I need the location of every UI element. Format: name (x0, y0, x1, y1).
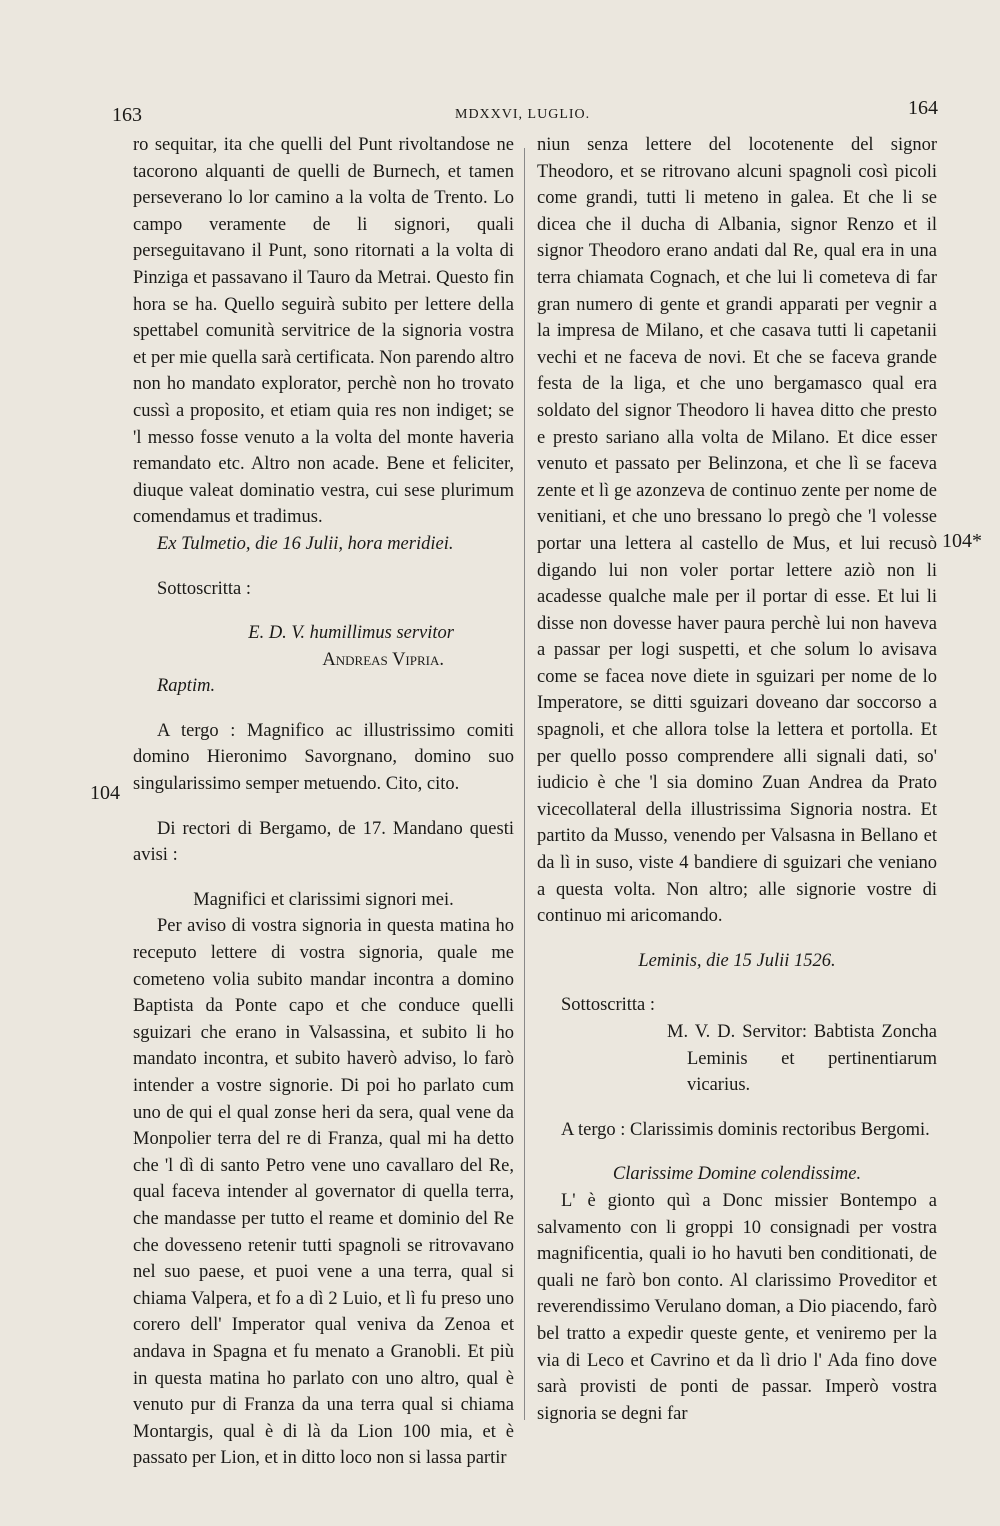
left-paragraph-2: Per aviso di vostra signoria in questa matina ho receputo lettere di vostra signoria, quale me cometeno volia subito mandar incontra a domino Baptista da Ponte capo et che conduce quelli sguizari che erano in Valsassina, et subito li ho mandato incontra, et subito haverò adviso, lo farò intender a vostre signorie. Di poi ho parlato cum uno de qui el qual zonse heri da sera, qual vene da Monpolier terra del re di Franza, qual mi ha detto che 'l dì di santo Petro vene uno cavallaro del Re, qual faceva intender al governator di quella terra, che mandasse per tutto el reame et dominio del Re che dovesseno retenir tutti spagnoli se ritrovavano nel suo paese, et puoi vene a una terra, qual si chiama Valpera, et fo a dì 2 Luio, et lì fu preso uno corero dell' Imperator qual veniva da Zenoa et andava in Spagna et fu menato a Granobli. Et più in questa matina ho parlato con uno altro, qual è venuto pur di Franza da una terra qual si chiama Montargis, qual è di là da Lion 100 mia, et è passato per Lion, et in ditto loco non si lassa partir (133, 916, 514, 1469)
running-title: MDXXVI, LUGLIO. (455, 107, 591, 122)
right-sottoscritta: Sottoscritta : (561, 995, 656, 1016)
right-paragraph-2: L' è gionto quì a Donc missier Bontempo a salvamento con li groppi 10 consignadi per vostra magnificentia, quali io ho havuti ben conditionati, de quali ne farò bon conto. Al clarissimo Proveditor et reverendissimo Verulano doman, a Dio piacendo, farò bel tratto a expedir queste gente, et veniremo per la via di Leco et Cavrino et da lì drio l' Ada fino dove sarà provisti de ponti de passar. Imperò vostra signoria se degni far (537, 1190, 937, 1424)
left-signer-name: Andreas Vipria. (322, 649, 444, 670)
right-signature: M. V. D. Servitor: Babtista Zoncha Leminis et pertinentiarum vicarius. (667, 1022, 937, 1096)
right-page-number: 164 (908, 97, 938, 119)
left-sottoscritta: Sottoscritta : (157, 578, 252, 599)
left-signature: E. D. V. humillimus servitor (248, 623, 454, 644)
left-raptim: Raptim. (157, 676, 216, 697)
right-salutation: Clarissime Domine colendissime. (612, 1164, 862, 1185)
left-column (133, 132, 514, 1472)
right-a-tergo: A tergo : Clarissimis dominis rectoribus Bergomi. (561, 1119, 930, 1140)
right-paragraph-1: niun senza lettere del locotenente del signor Theodoro, et se ritrovano alcuni spagnoli così picoli come grandi, tutti li meteno in galea. Et che li se dicea che il ducha di Albania, signor Renzo et il signor Theodoro erano andati dal Re, qual era in una terra chiamata Cognach, et che lui li cometeva di far gran numero di gente et grandi apparati per vegnir a la impresa de Milano, et che casava tutti li capetanii vechi et ne faceva de novi. Et che se faceva grande festa de la liga, et che uno bergamasco qual era soldato del signor Theodoro li havea ditto che presto e presto sariano alla volta de Milano. Et dice esser venuto et passato per Belinzona, et che lì se faceva zente et lì ge azonzeva de continuo zente per nome de venitiani, et che uno bressano lo pregò che 'l volesse portar una lettera al castello de Mus, et lui recusò digando lui non voler portar lettere aziò non li acadesse qualche male per il portar di esse. Et lui li disse non dovesse haver paura perchè lui non haveva a passar per logi suspetti, et che solum lo avisava come se facea nove diete in sguizari per nome de lo Imperatore, se ditti sguizari doveano dar soccorso a spagnoli, et che allora tolse la lettera et portolla. Et per quello posso comprendere alli signali dati, so' iudicio è che 'l sia domino Zuan Andrea da Prato vicecollateral della illustrissima Signoria nostra. Et partito da Musso, venendo per Valsasna in Bellano et da lì in suso, viste 4 bandiere di sguizari che veniano a questa volta. Non altro; alle signorie vostre di continuo mi aricomando. (537, 135, 937, 927)
right-date-line: Leminis, die 15 Julii 1526. (638, 950, 836, 971)
left-paragraph-1: ro sequitar, ita che quelli del Punt rivoltandose ne tacorono alquanti de quelli de Burnech, et tamen perseverano lo lor camino a la volta de Trento. Lo campo veramente de li signori, quali perseguitavano il Punt, sono ritornati a la volta di Pinziga et passavano il Tauro da Metrai. Questo fin hora se ha. Quello seguirà subito per lettere della spettabel comunità servitrice de la signoria vostra et per mie quella sarà certificata. Non parendo altro non ho mandato explorator, perchè non ho trovato cussì a proposito, et etiam quia res non indiget; se 'l messo fosse venuto a la volta del monte haveria remandato etc. Altro non acade. Bene et feliciter, diuque valeat dominatio vestra, cui sese plurimum comendamus et tradimus. (133, 135, 514, 528)
right-column (537, 132, 937, 1427)
left-date-line: Ex Tulmetio, die 16 Julii, hora meridiei. (157, 533, 454, 554)
left-salutation: Magnifici et clarissimi signori mei. (193, 889, 454, 910)
left-letter-heading: Di rectori di Bergamo, de 17. Mandano questi avisi : (133, 818, 514, 866)
margin-note-right: 104* (942, 530, 982, 552)
left-page-number: 163 (112, 104, 142, 126)
column-divider (524, 148, 525, 1420)
left-a-tergo: A tergo : Magnifico ac illustrissimo comiti domino Hieronimo Savorgnano, domino suo singularissimo semper metuendo. Cito, cito. (133, 720, 514, 795)
margin-note-left: 104 (90, 782, 120, 804)
